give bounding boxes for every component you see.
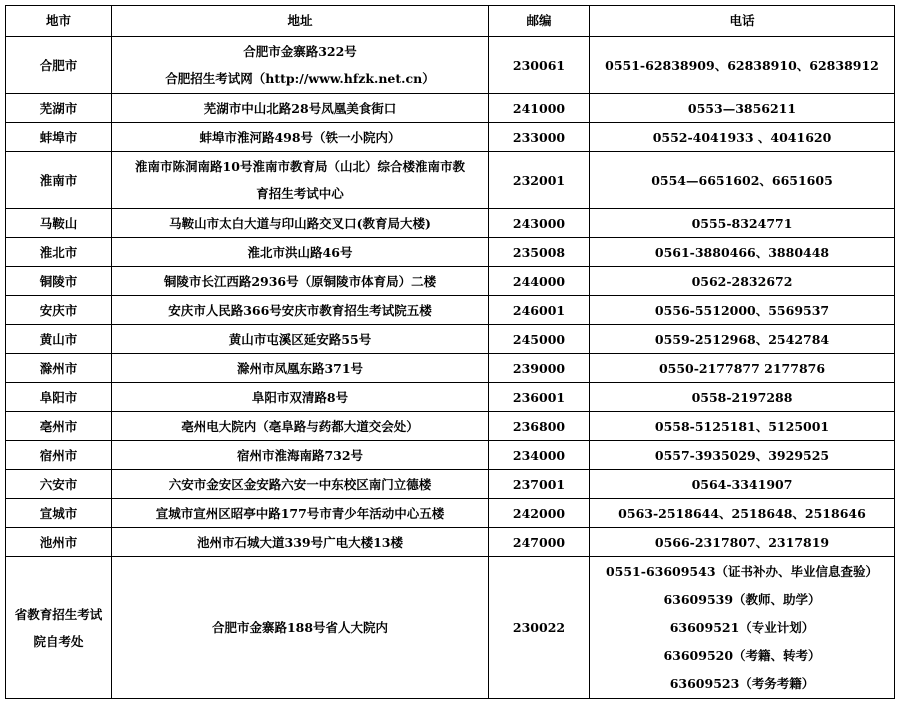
cell-line: 0566-2317807、2317819 xyxy=(654,534,830,550)
contact-table-container xyxy=(5,5,895,699)
exam-office-contact-table xyxy=(5,5,895,699)
city-cell xyxy=(6,37,112,94)
address-cell xyxy=(112,557,489,699)
cell-line: 滁州市凤凰东路371号 xyxy=(236,360,364,376)
cell-line: 0550-2177877 2177876 xyxy=(658,360,826,376)
cell-line: 淮南市陈洞南路10号淮南市教育局（山北）综合楼淮南市教 xyxy=(135,159,465,174)
table-row xyxy=(6,412,895,441)
cell-line: 63609539（教师、助学） xyxy=(663,591,821,607)
cell-line: 合肥市金寨路322号 xyxy=(243,44,357,59)
phone-cell xyxy=(590,296,895,325)
phone-cell xyxy=(590,441,895,470)
cell-line: 0563-2518644、2518648、2518646 xyxy=(618,505,866,521)
zip-cell xyxy=(489,209,590,238)
city-cell xyxy=(6,383,112,412)
address-cell xyxy=(112,209,489,238)
zip-cell xyxy=(489,354,590,383)
cell-line: 239000 xyxy=(512,360,566,376)
cell-line: 236001 xyxy=(512,389,566,405)
city-cell xyxy=(6,94,112,123)
table-row xyxy=(6,209,895,238)
cell-line: 0562-2832672 xyxy=(691,273,793,289)
city-cell xyxy=(6,441,112,470)
table-row xyxy=(6,354,895,383)
cell-line: 宿州市 xyxy=(39,447,78,463)
cell-line: 六安市 xyxy=(39,476,78,492)
city-cell xyxy=(6,470,112,499)
cell-line: 淮南市 xyxy=(39,172,78,188)
cell-line: 0556-5512000、5569537 xyxy=(654,302,830,318)
cell-line: 合肥市 xyxy=(39,57,78,73)
cell-line: 育招生考试中心 xyxy=(256,186,344,201)
cell-line: 宣城市 xyxy=(39,505,78,521)
table-row xyxy=(6,557,895,699)
table-row xyxy=(6,94,895,123)
address-cell xyxy=(112,383,489,412)
cell-line: 合肥招生考试网（http://www.hfzk.net.cn） xyxy=(165,71,435,86)
address-cell xyxy=(112,267,489,296)
address-cell xyxy=(112,470,489,499)
phone-cell xyxy=(590,528,895,557)
cell-line: 阜阳市双清路8号 xyxy=(251,389,349,405)
city-cell xyxy=(6,412,112,441)
cell-line: 0555-8324771 xyxy=(691,215,793,231)
phone-cell xyxy=(590,209,895,238)
cell-line: 芜湖市 xyxy=(39,100,78,116)
zip-cell xyxy=(489,267,590,296)
cell-line: 0551-62838909、62838910、62838912 xyxy=(605,57,879,73)
table-row xyxy=(6,238,895,267)
cell-line: 蚌埠市淮河路498号（铁一小院内） xyxy=(199,129,401,145)
cell-line: 铜陵市 xyxy=(39,273,78,289)
cell-line: 63609523（考务考籍） xyxy=(669,675,815,691)
phone-cell xyxy=(590,123,895,152)
cell-line: 0553—3856211 xyxy=(687,100,797,116)
address-cell xyxy=(112,528,489,557)
phone-cell xyxy=(590,152,895,209)
cell-line: 0561-3880466、3880448 xyxy=(654,244,830,260)
cell-line: 亳州市 xyxy=(39,418,78,434)
cell-line: 230061 xyxy=(512,57,566,73)
cell-line: 宣城市宣州区昭亭中路177号市青少年活动中心五楼 xyxy=(155,505,445,521)
zip-cell xyxy=(489,152,590,209)
cell-line: 245000 xyxy=(512,331,566,347)
city-cell xyxy=(6,354,112,383)
cell-line: 241000 xyxy=(512,100,566,116)
cell-line: 蚌埠市 xyxy=(39,129,78,145)
cell-line: 232001 xyxy=(512,172,566,188)
city-cell xyxy=(6,325,112,354)
phone-cell xyxy=(590,412,895,441)
city-cell xyxy=(6,152,112,209)
cell-line: 242000 xyxy=(512,505,566,521)
phone-cell xyxy=(590,37,895,94)
cell-line: 237001 xyxy=(512,476,566,492)
header-row xyxy=(6,6,895,37)
table-row xyxy=(6,152,895,209)
table-row xyxy=(6,499,895,528)
zip-cell xyxy=(489,37,590,94)
cell-line: 0558-5125181、5125001 xyxy=(654,418,830,434)
address-cell xyxy=(112,412,489,441)
zip-cell xyxy=(489,238,590,267)
cell-line: 黄山市屯溪区延安路55号 xyxy=(228,331,372,347)
city-cell xyxy=(6,296,112,325)
address-cell xyxy=(112,123,489,152)
phone-cell xyxy=(590,325,895,354)
cell-line: 黄山市 xyxy=(39,331,78,347)
cell-line: 0551-63609543（证书补办、毕业信息查验） xyxy=(605,563,879,579)
cell-line: 宿州市淮海南路732号 xyxy=(236,447,364,463)
phone-cell xyxy=(590,238,895,267)
zip-cell xyxy=(489,557,590,699)
table-row xyxy=(6,267,895,296)
cell-line: 淮北市洪山路46号 xyxy=(247,244,353,260)
cell-line: 244000 xyxy=(512,273,566,289)
cell-line: 243000 xyxy=(512,215,566,231)
table-row xyxy=(6,325,895,354)
header-city: 地市 xyxy=(6,6,112,37)
cell-line: 省教育招生考试 xyxy=(14,606,103,622)
cell-line: 马鞍山 xyxy=(39,215,78,231)
zip-cell xyxy=(489,499,590,528)
phone-cell xyxy=(590,557,895,699)
cell-line: 淮北市 xyxy=(39,244,78,260)
table-row xyxy=(6,37,895,94)
cell-line: 院自考处 xyxy=(33,633,84,649)
city-cell xyxy=(6,499,112,528)
address-cell xyxy=(112,238,489,267)
phone-cell xyxy=(590,267,895,296)
cell-line: 六安市金安区金安路六安一中东校区南门立德楼 xyxy=(168,476,432,492)
cell-line: 236800 xyxy=(512,418,566,434)
phone-cell xyxy=(590,499,895,528)
cell-line: 安庆市人民路366号安庆市教育招生考试院五楼 xyxy=(168,302,432,318)
cell-line: 0554—6651602、6651605 xyxy=(651,172,833,188)
cell-line: 阜阳市 xyxy=(39,389,78,405)
cell-line: 0564-3341907 xyxy=(691,476,793,492)
cell-line: 63609520（考籍、转考） xyxy=(663,647,821,663)
zip-cell xyxy=(489,325,590,354)
header-zip: 邮编 xyxy=(489,6,590,37)
header-address: 地址 xyxy=(112,6,489,37)
table-row xyxy=(6,123,895,152)
cell-line: 马鞍山市太白大道与印山路交叉口(教育局大楼) xyxy=(169,215,431,231)
cell-line: 234000 xyxy=(512,447,566,463)
address-cell xyxy=(112,354,489,383)
cell-line: 0558-2197288 xyxy=(691,389,793,405)
cell-line: 247000 xyxy=(512,534,566,550)
zip-cell xyxy=(489,412,590,441)
zip-cell xyxy=(489,123,590,152)
address-cell xyxy=(112,441,489,470)
table-row xyxy=(6,470,895,499)
address-cell xyxy=(112,499,489,528)
city-cell xyxy=(6,209,112,238)
phone-cell xyxy=(590,94,895,123)
cell-line: 235008 xyxy=(512,244,566,260)
city-cell xyxy=(6,238,112,267)
address-cell xyxy=(112,94,489,123)
phone-cell xyxy=(590,470,895,499)
city-cell xyxy=(6,267,112,296)
address-cell xyxy=(112,37,489,94)
cell-line: 芜湖市中山北路28号凤凰美食街口 xyxy=(203,100,397,116)
phone-cell xyxy=(590,383,895,412)
table-row xyxy=(6,441,895,470)
cell-line: 0557-3935029、3929525 xyxy=(654,447,830,463)
cell-line: 安庆市 xyxy=(39,302,78,318)
zip-cell xyxy=(489,470,590,499)
address-cell xyxy=(112,296,489,325)
city-cell xyxy=(6,557,112,699)
zip-cell xyxy=(489,383,590,412)
table-row xyxy=(6,296,895,325)
header-phone: 电话 xyxy=(590,6,895,37)
city-cell xyxy=(6,528,112,557)
cell-line: 池州市石城大道339号广电大楼13楼 xyxy=(197,534,403,550)
cell-line: 0559-2512968、2542784 xyxy=(654,331,830,347)
cell-line: 233000 xyxy=(512,129,566,145)
cell-line: 246001 xyxy=(512,302,566,318)
cell-line: 合肥市金寨路188号省人大院内 xyxy=(211,620,389,635)
zip-cell xyxy=(489,296,590,325)
table-row xyxy=(6,383,895,412)
cell-line: 63609521（专业计划） xyxy=(669,619,815,635)
table-row xyxy=(6,528,895,557)
cell-line: 230022 xyxy=(512,620,566,635)
zip-cell xyxy=(489,528,590,557)
cell-line: 铜陵市长江西路2936号（原铜陵市体育局）二楼 xyxy=(163,273,437,289)
address-cell xyxy=(112,152,489,209)
zip-cell xyxy=(489,94,590,123)
city-cell xyxy=(6,123,112,152)
table-body xyxy=(6,37,895,699)
cell-line: 池州市 xyxy=(39,534,78,550)
cell-line: 滁州市 xyxy=(39,360,78,376)
address-cell xyxy=(112,325,489,354)
cell-line: 亳州电大院内（亳阜路与药都大道交会处） xyxy=(181,418,419,434)
phone-cell xyxy=(590,354,895,383)
zip-cell xyxy=(489,441,590,470)
cell-line: 0552-4041933 、4041620 xyxy=(652,129,832,145)
